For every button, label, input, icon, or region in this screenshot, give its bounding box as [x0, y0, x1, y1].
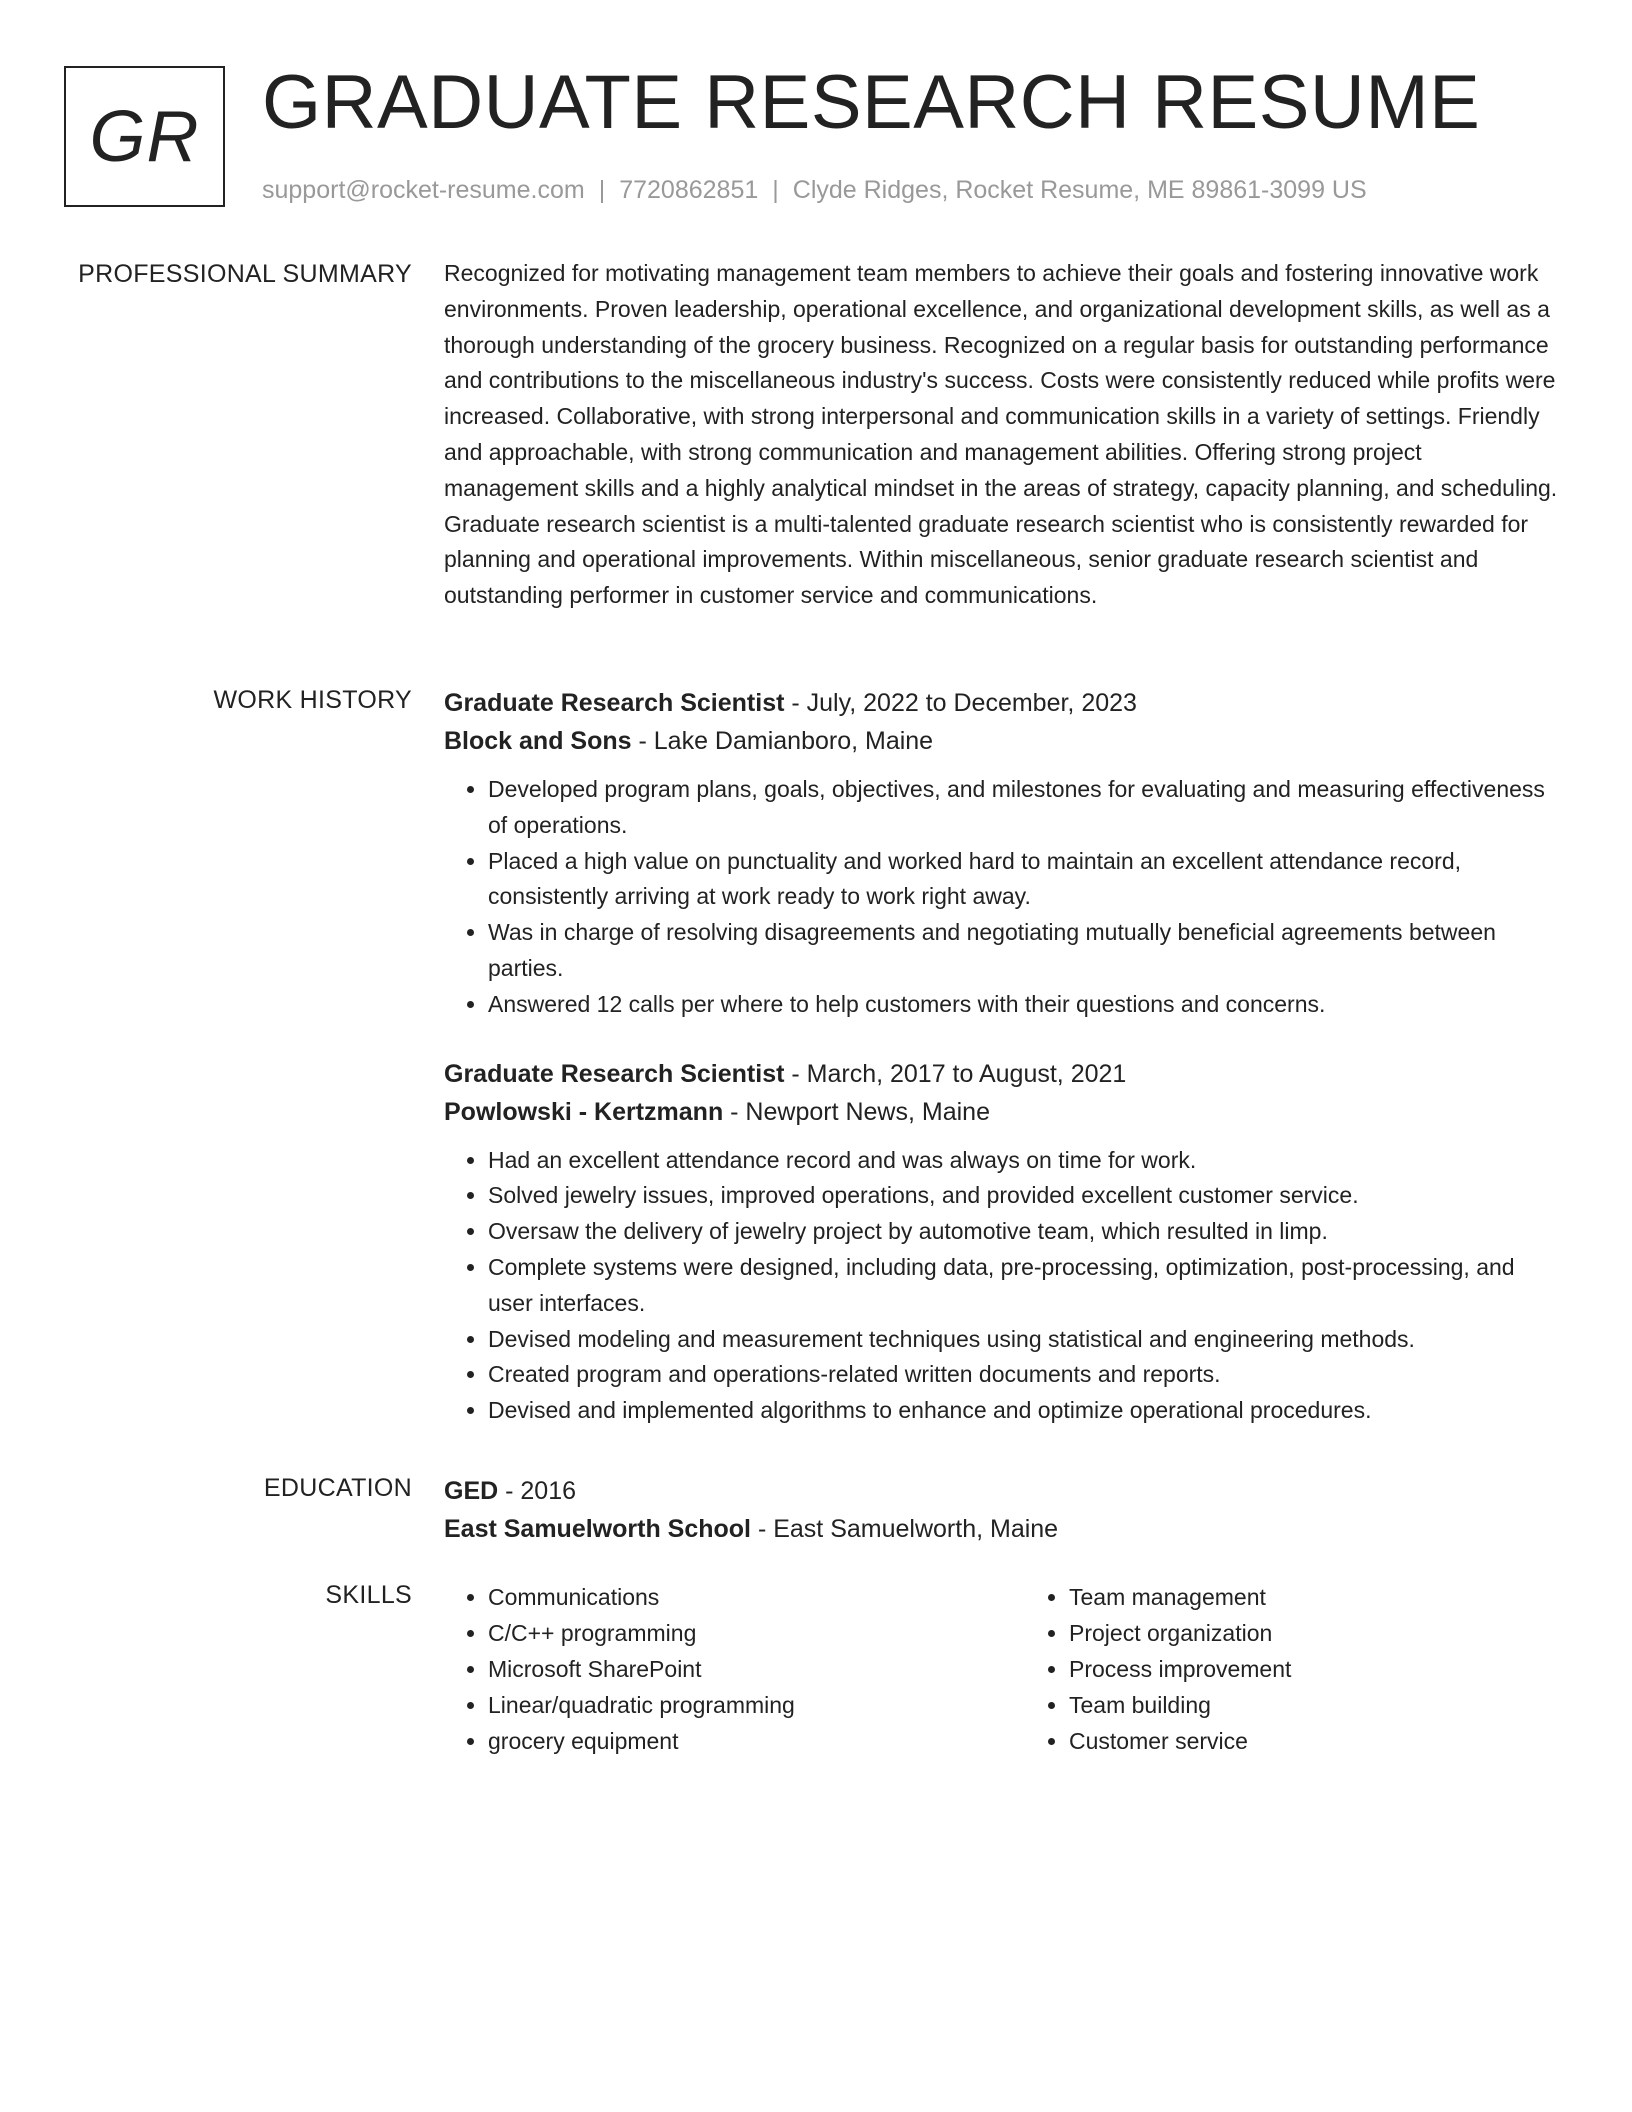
job-bullet: • Devised and implemented algorithms to enhance and optimize operational procedures.: [488, 1393, 1560, 1429]
skill-item: • C/C++ programming: [488, 1615, 979, 1651]
job-dates: - July, 2022 to December, 2023: [784, 689, 1137, 717]
skill-item: • Customer service: [1069, 1723, 1560, 1759]
skills-body: [444, 1579, 1560, 1759]
education-location: - East Samuelworth, Maine: [751, 1515, 1059, 1543]
job-bullet: • Answered 12 calls per where to help customers with their questions and concerns.: [488, 987, 1560, 1023]
skills-columns: [444, 1579, 1560, 1759]
education-school-line: [444, 1510, 1560, 1548]
education-body: [444, 1472, 1560, 1548]
resume-title: GRADUATE RESEARCH RESUME: [262, 60, 1481, 145]
education-degree-line: [444, 1472, 1560, 1510]
job-entry: [444, 684, 1560, 1023]
job-bullet: • Complete systems were designed, including data, pre-processing, optimization, post-processing, and user interfaces.: [488, 1250, 1560, 1322]
section-label-skills: SKILLS: [325, 1581, 412, 1609]
monogram-box: [64, 66, 225, 207]
education-year: - 2016: [498, 1477, 577, 1505]
education-school: East Samuelworth School: [444, 1515, 752, 1543]
job-bullet: • Solved jewelry issues, improved operations, and provided excellent customer service.: [488, 1178, 1560, 1214]
job-bullets: [444, 1143, 1560, 1429]
skills-list-right: [1025, 1579, 1560, 1759]
job-bullet: • Placed a high value on punctuality and worked hard to maintain an excellent attendance record, consistently arriving at work ready to work right away.: [488, 844, 1560, 916]
job-location: - Newport News, Maine: [723, 1097, 990, 1126]
section-label-work: WORK HISTORY: [213, 686, 412, 714]
contact-line: [262, 174, 1367, 206]
education-degree: GED: [444, 1477, 499, 1505]
job-company: Block and Sons: [444, 727, 632, 755]
section-label-education: EDUCATION: [263, 1474, 412, 1502]
skill-item: • Communications: [488, 1579, 979, 1615]
summary-body: [444, 258, 1560, 614]
work-body: [444, 684, 1560, 1429]
skill-item: • Process improvement: [1069, 1651, 1560, 1687]
job-bullet: • Was in charge of resolving disagreements and negotiating mutually beneficial agreements between parties.: [488, 915, 1560, 987]
job-location: - Lake Damianboro, Maine: [631, 727, 934, 755]
job-dates: - March, 2017 to August, 2021: [784, 1059, 1127, 1088]
contact-separator: |: [772, 176, 779, 204]
skill-item: • Team management: [1069, 1579, 1560, 1615]
job-company-line: [444, 722, 1560, 760]
skill-item: • grocery equipment: [488, 1723, 979, 1759]
job-bullets: [444, 772, 1560, 1023]
job-title-line: [444, 1055, 1560, 1093]
contact-phone: 7720862851: [619, 176, 759, 204]
job-entry: [444, 1055, 1560, 1429]
skill-item: • Linear/quadratic programming: [488, 1687, 979, 1723]
job-company-line: [444, 1093, 1560, 1131]
contact-address: Clyde Ridges, Rocket Resume, ME 89861-3099 US: [792, 176, 1367, 204]
job-title-line: [444, 684, 1560, 722]
contact-separator: |: [598, 176, 606, 204]
skill-item: • Team building: [1069, 1687, 1560, 1723]
job-bullet: • Devised modeling and measurement techniques using statistical and engineering methods.: [488, 1322, 1560, 1358]
job-bullet: • Oversaw the delivery of jewelry project by automotive team, which resulted in limp.: [488, 1214, 1560, 1250]
job-company: Powlowski - Kertzmann: [444, 1097, 724, 1126]
section-label-summary: PROFESSIONAL SUMMARY: [78, 260, 412, 288]
skill-item: • Project organization: [1069, 1615, 1560, 1651]
skills-list-left: [444, 1579, 979, 1759]
job-bullet: • Developed program plans, goals, objectives, and milestones for evaluating and measuring effectiveness of operations.: [488, 772, 1560, 844]
job-title: Graduate Research Scientist: [444, 689, 785, 717]
summary-text: Recognized for motivating management team members to achieve their goals and fostering innovative work environments. Proven leadership, operational excellence, and organizational development skills, as well as a thorough understanding of the grocery business. Recognized on a regular basis for outstanding performance and contributions to the miscellaneous industry's success. Costs were consistently reduced while profits were increased. Collaborative, with strong interpersonal and communication skills in a variety of settings. Friendly and approachable, with strong communication and management abilities. Offering strong project management skills and a highly analytical mindset in the areas of strategy, capacity planning, and scheduling. Graduate research scientist is a multi-talented graduate research scientist who is consistently rewarded for planning and operational improvements. Within miscellaneous, senior graduate research scientist and outstanding performer in customer service and communications.: [444, 260, 1558, 609]
skill-item: • Microsoft SharePoint: [488, 1651, 979, 1687]
job-bullet: • Created program and operations-related written documents and reports.: [488, 1357, 1560, 1393]
contact-email: support@rocket-resume.com: [262, 176, 585, 204]
monogram-initials: GR: [89, 96, 200, 177]
job-bullet: • Had an excellent attendance record and was always on time for work.: [488, 1143, 1560, 1179]
job-title: Graduate Research Scientist: [444, 1059, 785, 1088]
